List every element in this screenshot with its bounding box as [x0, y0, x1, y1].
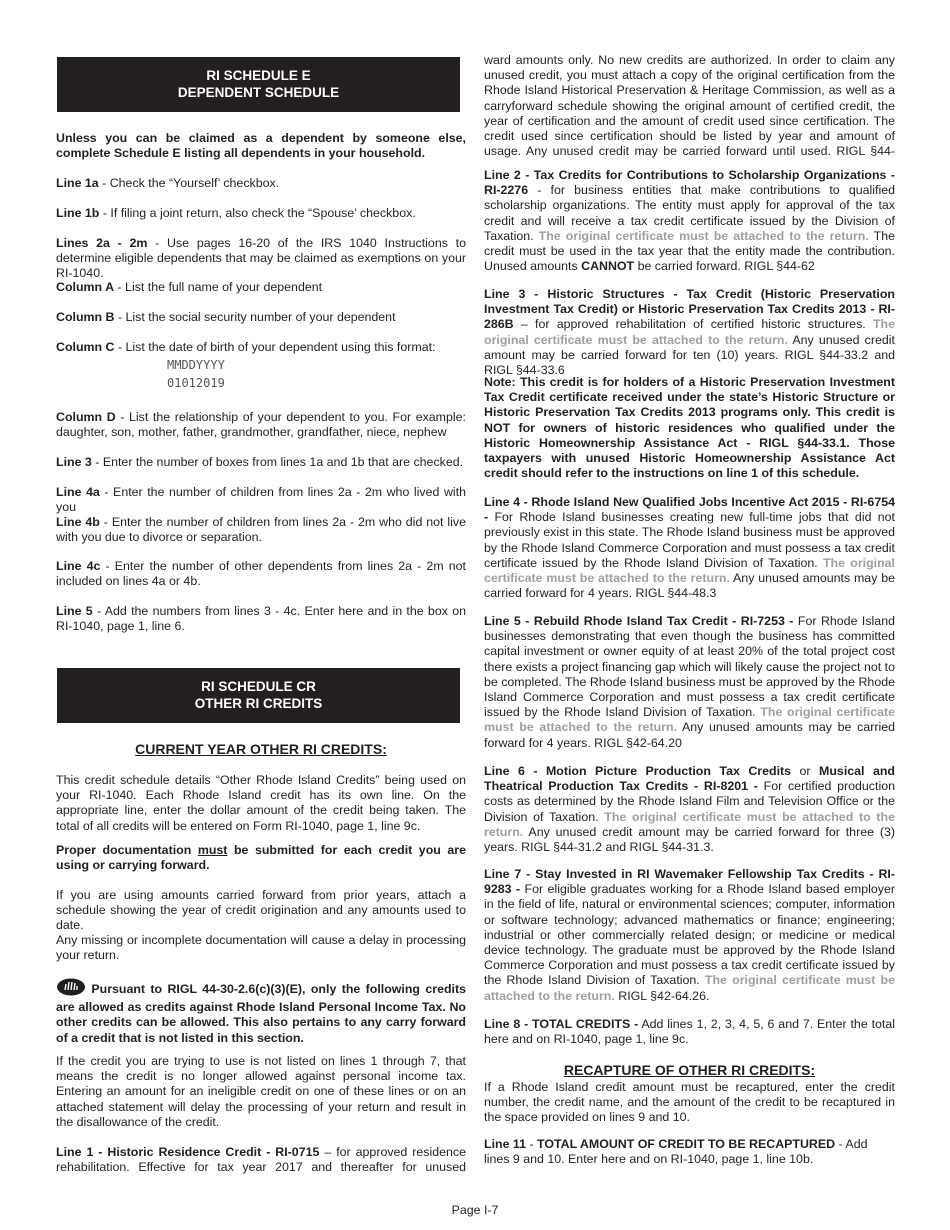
column-d-label: Column D — [56, 410, 116, 424]
line-4b-label: Line 4b — [56, 515, 100, 529]
line-11-dash: - — [526, 1137, 538, 1151]
hand-stop-icon — [56, 978, 86, 1000]
lines-2a-2m-instruction — [56, 236, 466, 282]
line-3-text: - Enter the number of boxes from lines 1a and 1b that are checked. — [91, 455, 464, 469]
line-11-instruction — [484, 1137, 895, 1167]
line-1b-label: Line 1b — [56, 206, 100, 220]
line-4a-instruction — [56, 485, 466, 515]
rigl-notice — [56, 978, 466, 1046]
line-4a-text: - Enter the number of children from lines 2a - 2m who lived with you — [56, 485, 466, 515]
line-1a-text: - Check the “Yourself’ checkbox. — [98, 176, 280, 190]
historic-note: Note: This credit is for holders of a Historic Preservation Investment Tax Credit certificate received under the state’s Historic Structure or Historic Preservation Tax Credits 2013 programs only. This credit is NOT for owners of historic residences who qualified under the Historic Homeownership Assistance Act - RIGL §44-33.1. Those taxpayers with unused Historic Homeownership Assistance Act credit should refer to the instructions on line 1 of this schedule. — [484, 375, 895, 481]
current-year-credits-title: CURRENT YEAR OTHER RI CREDITS: — [135, 741, 387, 757]
line-6-credit-text: For certified production costs as determined by the Rhode Island Film and Television Office or the Division of Taxation. — [484, 779, 895, 824]
column-a-label: Column A — [56, 280, 115, 294]
credit-schedule-intro: This credit schedule details “Other Rhode Island Credits” being used on your RI-1040. Each Rhode Island credit has its own line. On the appropriate line, enter the dollar amount of the credit being taken. The total of all credits will be entered on Form RI-1040, page 1, line 9c. — [56, 773, 466, 833]
line-2-text-2: The credit must be used in the tax year that the entity made the contribution. Unused amounts — [484, 228, 895, 274]
line-4b-instruction — [56, 515, 466, 545]
schedule-e-subtitle: DEPENDENT SCHEDULE — [177, 84, 340, 100]
missing-docs-notice: Any missing or incomplete documentation will cause a delay in processing your return. — [56, 933, 466, 963]
line-11-label: Line 11 — [484, 1137, 527, 1151]
line-4-credit-instruction — [484, 495, 895, 601]
line-1-instruction — [56, 1145, 466, 1176]
line-8-total-instruction — [484, 1017, 895, 1047]
documentation-notice-a: Proper documentation — [56, 843, 198, 857]
line-2-instruction — [484, 168, 895, 274]
line-4c-label: Line 4c — [56, 559, 101, 573]
date-example: 01012019 — [167, 376, 225, 390]
line-1-label: Line 1 - Historic Residence Credit - RI-0715 — [56, 1145, 320, 1159]
lines-2a-2m-label: Lines 2a - 2m — [56, 236, 148, 250]
column-b-label: Column B — [56, 310, 115, 324]
line-4b-text: - Enter the number of children from lines 2a - 2m who did not live with you due to divorce or separation. — [56, 515, 467, 545]
column-b-text: - List the social security number of your dependent — [114, 310, 396, 324]
line-1-continuation — [484, 53, 895, 159]
carryforward-notice: If you are using amounts carried forward from prior years, attach a schedule showing the year of credit origination and any amounts used to date. — [56, 888, 466, 933]
line-7-credit-text-2: RIGL §42-64.26. — [614, 988, 710, 1003]
line-4-certificate-note: The original certificate must be attached to the return. — [484, 555, 896, 586]
documentation-must: must — [197, 843, 228, 857]
column-d-text: - List the relationship of your dependent to you. For example: daughter, son, mother, father, grandmother, grandfather, niece, nephew — [56, 410, 466, 440]
column-c-text: - List the date of birth of your dependent using this format: — [114, 340, 436, 354]
line-6-credit-label-2: Musical and Theatrical Production Tax Credits - RI-8201 - — [484, 764, 895, 794]
line-7-credit-instruction — [484, 867, 895, 1004]
documentation-notice-b: be submitted for each credit you are using or carrying forward. — [56, 843, 466, 873]
column-c-label: Column C — [56, 340, 115, 354]
line-5-credit-text-2: Any unused amounts may be carried forward for 4 years. RIGL §42-64.20 — [484, 720, 895, 750]
line-7-credit-label: Line 7 - Stay Invested in RI Wavemaker Fellowship Tax Credits - RI-9283 - — [484, 867, 895, 897]
line-5-credit-instruction — [484, 614, 895, 751]
line-4a-label: Line 4a — [56, 485, 100, 499]
line-8-total-label: Line 8 - TOTAL CREDITS - — [484, 1017, 639, 1031]
line-5-label: Line 5 — [56, 604, 93, 618]
line-4-credit-text: For Rhode Island businesses creating new full-time jobs that did not previously exist in this state. The Rhode Island business must be approved by the Rhode Island Commerce Corporation and must possess a tax credit certificate issued by the Rhode Island Division of Taxation. — [484, 510, 895, 570]
line-3-credit-instruction — [484, 287, 895, 378]
line-4-credit-label: Line 4 - Rhode Island New Qualified Jobs Incentive Act 2015 - RI-6754 - — [484, 495, 895, 525]
documentation-notice — [56, 843, 466, 873]
line-5-instruction — [56, 604, 466, 634]
line-1b-instruction — [56, 206, 466, 221]
line-8-total-text: Add lines 1, 2, 3, 4, 5, 6 and 7. Enter the total here and on RI-1040, page 1, line 9c. — [484, 1017, 895, 1047]
line-6-or: or — [791, 764, 820, 778]
line-2-certificate-note: The original certificate must be attached to the return. — [538, 228, 869, 243]
line-11-label-2: TOTAL AMOUNT OF CREDIT TO BE RECAPTURED — [537, 1137, 836, 1151]
line-5-certificate-note: The original certificate must be attached to the return. — [484, 705, 896, 735]
line-3-label: Line 3 — [56, 455, 92, 469]
column-d-instruction — [56, 410, 466, 440]
schedule-cr-header — [57, 668, 460, 723]
line-6-credit-label: Line 6 - Motion Picture Production Tax Credits — [484, 764, 792, 778]
line-1-text: – for approved residence rehabilitation. Effective for tax year 2017 and thereafter for unused — [56, 1145, 466, 1175]
lines-2a-2m-text: - Use pages 16-20 of the IRS 1040 Instructions to determine eligible dependents that may be claimed as exemptions on your RI-1040. — [56, 236, 466, 281]
date-format: MMDDYYYY — [167, 358, 225, 372]
line-5-credit-text: For Rhode Island businesses demonstrating that even though the business has committed capital investment or owner equity of at least 20% of the total project cost there exists a project financing gap which will likely cause the project not to be completed. The Rhode Island business must be approved by the Rhode Island Commerce Corporation and must possess a tax credit certificate issued by the Rhode Island Division of Taxation. — [484, 614, 895, 720]
line-5-credit-label: Line 5 - Rebuild Rhode Island Tax Credit - RI-7253 - — [484, 614, 794, 628]
line-3-credit-text: – for approved rehabilitation of certified historic structures. — [513, 317, 873, 332]
schedule-e-intro: Unless you can be claimed as a dependent by someone else, complete Schedule E listing all dependents in your household. — [56, 131, 466, 161]
line-7-credit-text: For eligible graduates working for a Rhode Island based employer in the field of life, natural or environmental sciences; computer, information or software technology; advanced mathematics or finance; engineering; industrial or other commercially related design; or medicine or medical device technology. The graduate must be approved by the Rhode Island Commerce Corporation and must possess a tax credit certificate issued by the Rhode Island Division of Taxation. — [484, 882, 895, 988]
line-6-certificate-note: The original certificate must be attached to the return. — [484, 809, 895, 839]
line-1a-instruction — [56, 176, 466, 191]
line-3-instruction — [56, 455, 466, 470]
recapture-text: If a Rhode Island credit amount must be recaptured, enter the credit number, the credit name, and the amount of the credit to be recaptured in the space provided on lines 9 and 10. — [484, 1080, 895, 1125]
column-b-instruction — [56, 310, 466, 325]
line-5-text: - Add the numbers from lines 3 - 4c. Enter here and in the box on RI-1040, page 1, line 6. — [56, 604, 466, 634]
column-a-instruction — [56, 280, 466, 295]
line-11-text: - Add lines 9 and 10. Enter here and on RI-1040, page 1, line 10b. — [484, 1137, 868, 1167]
line-2-text-3: be carried forward. RIGL §44-62 — [634, 259, 815, 274]
page-number: Page I-7 — [451, 1203, 499, 1217]
line-4c-text: - Enter the number of other dependents from lines 2a - 2m not included on lines 4a or 4b. — [56, 559, 466, 589]
line-6-credit-instruction — [484, 764, 895, 855]
schedule-e-header — [57, 57, 460, 112]
line-4-credit-text-2: Any unused amounts may be carried forward for 4 years. RIGL §44-48.3 — [484, 571, 895, 601]
schedule-cr-title: RI SCHEDULE CR — [201, 679, 316, 694]
line-1-continuation-text: ward amounts only. No new credits are authorized. In order to claim any unused credit, you must attach a copy of the original certification from the Rhode Island Historical Preservation & Heritage Commission, as well as a carryforward schedule showing the original amount of certified credit, the year of certification and the amount of credit used since certification. The credit used since certification should be listed by year and amount of usage. Any unused credit may be carried forward until used. RIGL §44- — [484, 53, 895, 159]
schedule-e-title: RI SCHEDULE E — [206, 68, 311, 83]
line-1b-text: - If filing a joint return, also check the “Spouse’ checkbox. — [99, 206, 416, 220]
line-3-credit-text-2: Any unused credit amount may be carried forward for ten (10) years. RIGL §44-33.2 and RIGL §44-33.6 — [484, 332, 895, 378]
line-2-cannot: CANNOT — [581, 259, 635, 274]
line-7-certificate-note: The original certificate must be attached to the return. — [484, 973, 895, 1003]
schedule-cr-subtitle: OTHER RI CREDITS — [194, 695, 323, 711]
unlisted-credit-notice: If the credit you are trying to use is not listed on lines 1 through 7, that means the credit is no longer allowed against personal income tax. Entering an amount for an ineligible credit on one of these lines or on an attached statement will delay the processing of your return and result in the disallowance of the credit. — [56, 1054, 466, 1129]
column-c-instruction — [56, 340, 466, 355]
line-3-credit-label: Line 3 - Historic Structures - Tax Credit (Historic Preservation Investment Tax Credit) or Historic Preservation Tax Credits 2013 - RI-286B — [484, 287, 895, 332]
line-6-credit-text-2: Any unused credit amount may be carried forward for three (3) years. RIGL §44-31.2 and RIGL §44-31.3. — [484, 824, 895, 855]
line-4c-instruction — [56, 559, 466, 589]
rigl-notice-text: Pursuant to RIGL 44-30-2.6(c)(3)(E), only the following credits are allowed as credits against Rhode Island Personal Income Tax. No other credits can be allowed. This also pertains to any carry forward of a credit that is not listed in this section. — [56, 982, 466, 1045]
recapture-title: RECAPTURE OF OTHER RI CREDITS: — [563, 1062, 816, 1078]
column-a-text: - List the full name of your dependent — [114, 280, 323, 294]
line-2-text: - for business entities that make contributions to qualified scholarship organizations. The entity must apply for approval of the tax credit and will receive a tax credit certificate issued by the Division of Taxation. — [484, 183, 895, 243]
line-3-certificate-note: The original certificate must be attached to the return. — [484, 317, 895, 347]
line-1a-label: Line 1a — [56, 176, 99, 190]
line-2-label: Line 2 - Tax Credits for Contributions to Scholarship Organizations - RI-2276 — [484, 168, 895, 198]
